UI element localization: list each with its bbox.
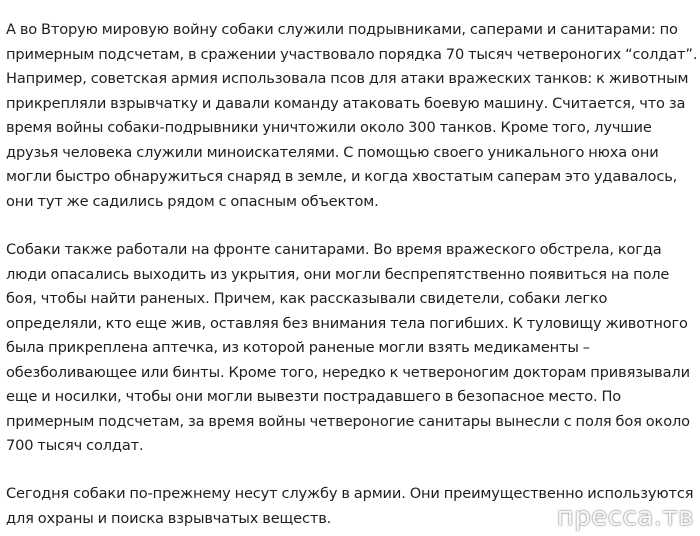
text-line: для охраны и поиска взрывчатых веществ. — [6, 509, 332, 527]
text-line: была прикреплена аптечка, из которой раненые могли взять медикаменты – — [6, 339, 590, 356]
text-line: 700 тысяч солдат. — [6, 437, 144, 454]
site-watermark: пресса.тв — [556, 502, 694, 532]
text-line: прикрепляли взрывчатку и давали команду атаковать боевую машину. Считается, что за — [6, 94, 686, 112]
text-line: могли быстро обнаружиться снаряд в земле, и когда хвостатым саперам это удавалось, — [6, 168, 678, 185]
paragraph-dogs-in-ww2 — [6, 18, 697, 214]
text-line: примерным подсчетам, за время войны четвероногие санитары вынесли с поля боя около — [6, 412, 690, 430]
text-line: боя, чтобы найти раненых. Причем, как рассказывали свидетели, собаки легко — [6, 290, 608, 307]
text-line: Сегодня собаки по-прежнему несут службу в армии. Они преимущественно используются — [6, 485, 694, 502]
text-line: друзья человека служили миноискателями. С помощью своего уникального нюха они — [6, 143, 659, 161]
text-line: определяли, кто еще жив, оставляя без внимания тела погибших. К туловищу животного — [6, 314, 688, 332]
text-line: Например, советская армия использовала псов для атаки вражеских танков: к животным — [6, 70, 689, 87]
text-line: А во Вторую мировую войну собаки служили подрывниками, саперами и санитарами: по — [6, 21, 678, 38]
text-line: время войны собаки-подрывники уничтожили около 300 танков. Кроме того, лучшие — [6, 119, 652, 136]
text-line: еще и носилки, чтобы они могли вывезти пострадавшего в безопасное место. По — [6, 388, 622, 405]
text-line: они тут же садились рядом с опасным объектом. — [6, 192, 379, 210]
text-line: люди опасались выходить из укрытия, они могли беспрепятственно появиться на поле — [6, 265, 670, 283]
text-line: примерным подсчетам, в сражении участвовало порядка 70 тысяч четвероногих “солдат”. — [6, 45, 698, 63]
text-line: Собаки также работали на фронте санитарами. Во время вражеского обстрела, когда — [6, 241, 662, 258]
paragraph-dogs-as-medics — [6, 238, 690, 459]
text-line: обезболивающее или бинты. Кроме того, нередко к четвероногим докторам привязывали — [6, 363, 690, 381]
